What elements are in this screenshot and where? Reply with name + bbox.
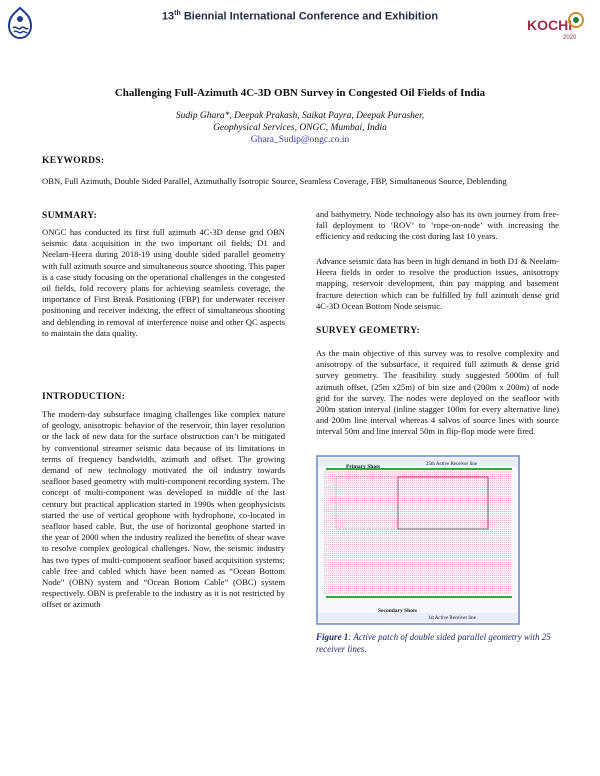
conference-title: 13th Biennial International Conference and Exhibition [161, 10, 439, 23]
introduction-text: The modern-day subsurface imaging challenges like complex nature of geology, anisotropic behavior of the reservoir, thin layer resolution or the lack of new data for the surface obstruction can’t be mitigated by conventional streamer seismic data because of its limitations in terms of frequency bandwidth, azimuth and offset. The growing demand of new technology motivated the oil industry towards seafloor based geometry with multi-component recording system. The concept of multi-component was developed in middle of the last century but practical application started in 1990s when geophysicists started the use of vertical geophone with hydrophone, co-located in seafloor based cable. But, the use of horizontal geophone started in the year of 2000 when the industry realized the benefits of shear wave to resolve complex geological challenges. Now, the seismic industry has two types of multi-component seafloor based acquisition systems; cable free and cabled which have been named as “Ocean Bottom Node” (OBN) system and “Ocean Bottom Cable” (OBC) system respectively. OBN is preferable to the industry as it is not restricted by offset or azimuth [42, 409, 285, 610]
introduction-heading: INTRODUCTION: [42, 392, 126, 402]
paper-title: Challenging Full-Azimuth 4C-3D OBN Survey in Congested Oil Fields of India [114, 87, 486, 99]
secondary-shots-label: Secondary Shots [378, 608, 417, 614]
affiliation: Geophysical Services, ONGC, Mumbai, India [213, 123, 387, 133]
summary-heading: SUMMARY: [42, 211, 98, 221]
keywords-heading: KEYWORDS: [42, 156, 105, 166]
bottom-band [318, 613, 518, 622]
intro-continuation-paragraph: and bathymetry. Node technology also has its own journey from free-fall deployment to ‘ROV’ to ‘rope-on-node’ with increasing the efficiency and reducing the cost during last 10 years. [316, 209, 559, 242]
survey-geometry-text: As the main objective of this survey was to resolve complexity and anisotropy of the subsurface, it required full azimuth & dense grid survey geometry. The feasibility study suggested 5000m of full azimuth offset, (25m x25m) of bin size and (200m x 200m) of node grid for the survey. The nodes were deployed on the seafloor with 200m station interval (inline stagger 100m for every alternative line) and 200m line interval whereas 4 salvos of source lines with source interval 50m and line interval 50m in flip-flop mode were fired. [316, 348, 559, 437]
figure-1-diagram [316, 455, 520, 625]
logo-right-year: 2020 [563, 35, 577, 41]
advance-seismic-paragraph: Advance seismic data has been in high demand in both D1 & Neelam-Heera fields in order to resolve the production issues, anisotropy mapping, reservoir development, thin pay mapping and basement fracture detection which can be fulfilled by full azimuth dense grid 4C-3D Ocean Bottom Node seismic. [316, 256, 559, 311]
author-list: Sudip Ghara*, Deepak Prakash, Saikat Payra, Deepak Parasher, [175, 111, 425, 121]
summary-text: ONGC has conducted its first full azimuth 4C-3D dense grid OBN seismic data acquisition in the two important oil fields; D1 and Neelam-Heera during 2018-19 using double sided parallel geometry with full azimuth source and simultaneous source shooting. This paper is a case study focusing on the operational challenges in the congested oil fields, fold recovery plans for achieving seamless coverage, the importance of First Break Positioning (FBP) for underwater receiver positioning and receiver indexing, the effect of simultaneous shooting and deblending in removal of interference noise and other QC aspects to maintain the data quality. [42, 227, 285, 338]
logo-right-text: KOCHI [527, 17, 573, 33]
figure-caption [316, 632, 559, 655]
author-email: Ghara_Sudip@ongc.co.in [250, 135, 350, 145]
survey-geometry-heading: SURVEY GEOMETRY: [316, 326, 420, 336]
figure-caption-label: Figure 1 [316, 632, 349, 642]
receiver-25-label: 25th Active Receiver line [426, 462, 477, 467]
keywords-text: OBN, Full Azimuth, Double Sided Parallel, Azimuthally Isotropic Source, Seamless Coverage, FBP, Simultaneous Source, Deblending [42, 176, 507, 186]
conference-header [0, 0, 600, 50]
receiver-1-label: 1st Active Receiver line [428, 616, 476, 621]
figure-caption-text: : Active patch of double sided parallel geometry with 25 receiver lines. [316, 632, 551, 654]
primary-shots-label: Primary Shots [346, 464, 381, 470]
kochi-logo-icon [525, 6, 587, 44]
